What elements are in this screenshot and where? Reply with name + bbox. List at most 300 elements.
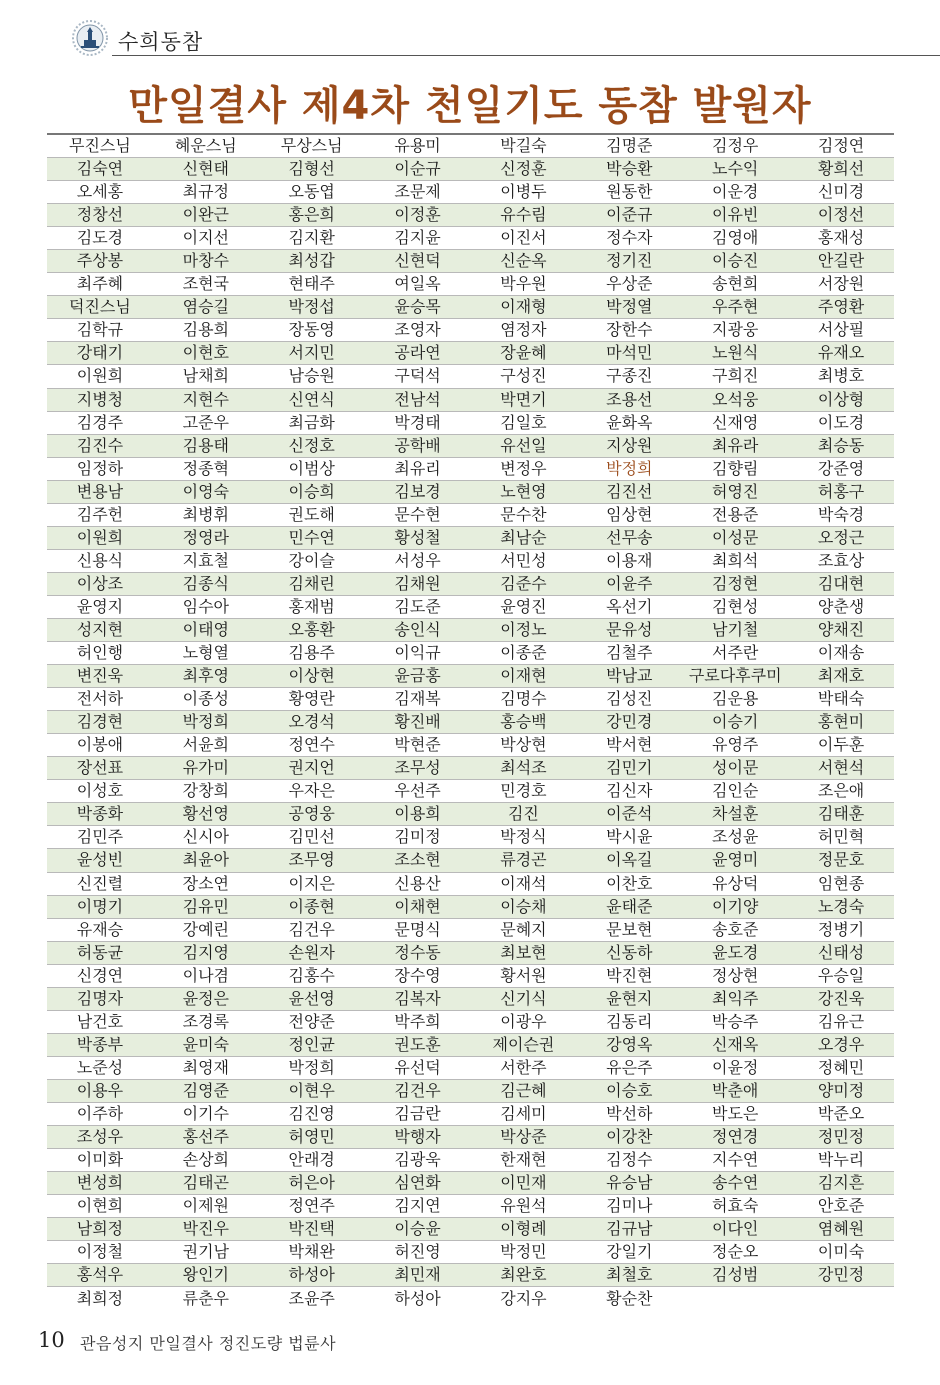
name-cell: 정문호 (817, 850, 865, 870)
name-cell: 권도훈 (394, 1034, 441, 1054)
name-cell: 지수연 (712, 1150, 759, 1170)
name-cell: 남희정 (76, 1219, 124, 1239)
name-cell: 왕인기 (182, 1265, 229, 1285)
name-cell: 김세미 (500, 1103, 547, 1123)
name-cell: 최후영 (182, 666, 229, 686)
name-cell: 이채현 (394, 896, 441, 916)
name-cell: 윤화옥 (606, 412, 653, 432)
name-cell: 유은주 (606, 1057, 653, 1077)
name-cell: 정민정 (817, 1127, 865, 1147)
name-cell: 이찬호 (606, 873, 653, 893)
name-cell: 최금화 (288, 412, 335, 432)
name-cell: 문혜지 (500, 919, 547, 939)
table-row (47, 642, 894, 665)
table-row (47, 1080, 894, 1103)
name-cell: 민수연 (288, 527, 335, 547)
name-cell: 윤미숙 (182, 1034, 229, 1054)
name-cell: 지병청 (76, 389, 124, 409)
name-cell: 허은아 (288, 1173, 335, 1193)
name-cell: 염정자 (500, 320, 547, 340)
name-cell: 김명자 (76, 988, 124, 1008)
name-cell: 마석민 (606, 343, 653, 363)
name-cell: 최익주 (712, 988, 759, 1008)
name-cell: 이승호 (606, 1080, 653, 1100)
name-cell: 강진욱 (817, 988, 865, 1008)
name-cell: 서윤희 (182, 735, 229, 755)
table-row (47, 757, 894, 780)
name-cell: 이승진 (712, 251, 759, 271)
name-cell: 박정민 (500, 1242, 547, 1262)
name-cell: 이현우 (288, 1080, 335, 1100)
name-cell: 우선주 (394, 781, 441, 801)
name-cell: 이명기 (76, 896, 124, 916)
name-cell: 이정선 (817, 205, 865, 225)
table-row (47, 849, 894, 872)
name-cell: 조무영 (288, 850, 335, 870)
name-cell: 강지우 (500, 1288, 547, 1308)
name-cell: 김지연 (394, 1196, 441, 1216)
name-cell: 김민기 (606, 758, 653, 778)
table-row (47, 1241, 894, 1264)
name-cell: 최재호 (817, 666, 865, 686)
page-header (0, 0, 940, 60)
name-cell: 이지은 (288, 873, 335, 893)
name-cell: 김정현 (712, 573, 759, 593)
name-cell: 황영란 (288, 689, 335, 709)
name-cell: 노형열 (182, 643, 229, 663)
name-cell: 박상현 (500, 735, 547, 755)
name-cell: 박춘애 (712, 1080, 759, 1100)
table-row (47, 389, 894, 412)
name-cell: 박준오 (817, 1103, 865, 1123)
name-cell: 김인순 (712, 781, 759, 801)
name-cell: 유상덕 (712, 873, 759, 893)
table-row (47, 942, 894, 965)
name-cell: 변성희 (76, 1173, 124, 1193)
name-cell: 정연경 (712, 1127, 759, 1147)
name-cell: 손상희 (182, 1150, 229, 1170)
table-row (47, 1057, 894, 1080)
name-cell: 최민재 (394, 1265, 441, 1285)
name-cell: 안호준 (817, 1196, 865, 1216)
name-cell: 이정철 (76, 1242, 124, 1262)
name-cell: 윤태준 (606, 896, 653, 916)
name-cell: 유선덕 (394, 1057, 441, 1077)
name-cell: 최유라 (712, 435, 759, 455)
name-cell: 현태주 (288, 274, 335, 294)
name-cell: 이두훈 (817, 735, 865, 755)
name-cell: 이상현 (288, 666, 335, 686)
name-cell: 염혜원 (817, 1219, 865, 1239)
name-cell: 조소현 (394, 850, 441, 870)
name-cell: 조윤주 (288, 1288, 335, 1308)
table-row (47, 1034, 894, 1057)
name-cell: 유용미 (394, 136, 441, 156)
name-cell: 허영민 (288, 1127, 335, 1147)
name-cell: 한재현 (500, 1150, 547, 1170)
name-cell: 이원희 (76, 366, 124, 386)
name-cell: 이종현 (288, 896, 335, 916)
name-cell: 김미나 (606, 1196, 653, 1216)
name-cell: 박종화 (76, 804, 124, 824)
name-cell: 남건호 (76, 1011, 124, 1031)
name-cell: 심연화 (394, 1173, 441, 1193)
name-cell: 김종식 (182, 573, 229, 593)
name-cell: 오세홍 (76, 182, 124, 202)
name-cell: 허효숙 (712, 1196, 759, 1216)
name-cell: 김채원 (394, 573, 441, 593)
name-cell: 김철주 (606, 643, 653, 663)
name-cell: 김유근 (817, 1011, 865, 1031)
name-cell: 박승주 (712, 1011, 759, 1031)
table-row (47, 458, 894, 481)
name-cell: 이승희 (288, 481, 335, 501)
name-cell: 이기양 (712, 896, 759, 916)
name-cell: 허진영 (394, 1242, 441, 1262)
name-cell: 정혜민 (817, 1057, 865, 1077)
name-cell: 권지언 (288, 758, 335, 778)
name-cell: 최보현 (500, 942, 547, 962)
name-cell: 박현준 (394, 735, 441, 755)
name-cell: 김금란 (394, 1103, 441, 1123)
name-cell: 홍은희 (288, 205, 335, 225)
name-cell: 우주현 (712, 297, 759, 317)
name-cell: 서민성 (500, 550, 547, 570)
name-cell: 서성우 (394, 550, 441, 570)
name-cell: 정기진 (606, 251, 653, 271)
name-cell: 김근혜 (500, 1080, 547, 1100)
name-cell: 김운용 (712, 689, 759, 709)
name-cell: 성지현 (76, 620, 124, 639)
name-cell: 김재복 (394, 689, 441, 709)
name-cell: 정순오 (712, 1242, 759, 1262)
name-cell: 송현희 (712, 274, 759, 294)
name-cell: 문수현 (394, 504, 441, 524)
name-cell: 김명수 (500, 689, 547, 709)
name-cell: 안길란 (817, 251, 865, 271)
name-cell: 강창희 (182, 781, 229, 801)
name-cell: 김보경 (394, 481, 441, 501)
name-cell: 조성우 (76, 1127, 124, 1147)
name-cell: 강예린 (182, 919, 229, 939)
name-cell: 김주헌 (76, 504, 124, 524)
name-cell: 이유빈 (712, 205, 759, 225)
table-row (47, 504, 894, 527)
name-cell: 서주란 (712, 643, 759, 663)
name-cell: 조현국 (182, 274, 229, 294)
name-cell: 이태영 (182, 620, 229, 639)
name-cell: 정인균 (288, 1034, 335, 1054)
name-cell: 조용선 (606, 389, 653, 409)
name-cell: 조경록 (182, 1011, 229, 1031)
table-row (47, 1218, 894, 1241)
name-cell: 정병기 (817, 919, 865, 939)
name-cell: 박남교 (606, 666, 653, 686)
name-cell: 김복자 (394, 988, 441, 1008)
table-row (47, 688, 894, 711)
name-cell: 최성갑 (288, 251, 335, 271)
table-row (47, 550, 894, 573)
table-row (47, 573, 894, 596)
table-row (47, 1172, 894, 1195)
name-cell: 전양준 (288, 1011, 335, 1031)
name-cell: 김진선 (606, 481, 653, 501)
name-cell: 강태기 (76, 343, 124, 363)
name-cell: 김광욱 (394, 1150, 441, 1170)
table-row (47, 1126, 894, 1149)
name-cell: 하성아 (288, 1265, 335, 1285)
name-cell: 김영애 (712, 228, 759, 248)
table-row (47, 596, 894, 619)
header-divider (112, 55, 940, 56)
name-cell: 윤금홍 (394, 666, 441, 686)
name-cell: 유재오 (817, 343, 865, 363)
name-cell: 우자은 (288, 781, 335, 801)
name-cell: 박우원 (500, 274, 547, 294)
name-cell: 정상현 (712, 965, 759, 985)
name-cell: 김일호 (500, 412, 547, 432)
name-cell: 서장원 (817, 274, 865, 294)
name-cell: 이미숙 (817, 1242, 865, 1262)
name-cell: 변용남 (76, 481, 124, 501)
name-cell: 최완호 (500, 1265, 547, 1285)
name-cell: 윤승목 (394, 297, 441, 317)
name-cell: 서지민 (288, 343, 335, 363)
name-cell: 이원희 (76, 527, 124, 547)
table-row (47, 988, 894, 1011)
name-cell: 이익규 (394, 643, 441, 663)
name-cell: 지상원 (606, 435, 653, 455)
name-cell: 최규정 (182, 182, 229, 202)
table-row (47, 158, 894, 181)
name-cell: 이현호 (182, 343, 229, 363)
name-cell: 박정희 (606, 458, 653, 478)
name-cell: 김영준 (182, 1080, 229, 1100)
name-cell: 공라연 (394, 343, 441, 363)
name-cell: 노수익 (712, 159, 759, 179)
name-cell: 이현희 (76, 1196, 124, 1216)
table-row (47, 711, 894, 734)
name-cell: 김태훈 (817, 804, 865, 824)
name-cell: 김용태 (182, 435, 229, 455)
table-row (47, 803, 894, 826)
name-cell: 정종혁 (182, 458, 229, 478)
name-cell: 최주혜 (76, 274, 124, 294)
name-cell: 박선하 (606, 1103, 653, 1123)
name-cell: 유가미 (182, 758, 229, 778)
name-cell: 박행자 (394, 1127, 441, 1147)
name-cell: 박채완 (288, 1242, 335, 1262)
name-cell: 박정희 (288, 1057, 335, 1077)
name-cell: 윤영진 (500, 596, 547, 616)
name-cell: 홍재성 (817, 228, 865, 248)
name-cell: 김건우 (288, 919, 335, 939)
name-cell: 이승기 (712, 712, 759, 732)
name-cell: 노준성 (76, 1057, 124, 1077)
name-cell: 김도준 (394, 596, 441, 616)
name-cell: 신기식 (500, 988, 547, 1008)
name-cell: 김진수 (76, 435, 124, 455)
name-cell: 신재영 (712, 412, 759, 432)
name-cell: 홍승백 (500, 712, 547, 732)
name-cell: 구성진 (500, 366, 547, 386)
name-cell: 신재옥 (712, 1034, 759, 1054)
name-cell: 이용우 (76, 1080, 124, 1100)
donor-name-table (47, 135, 894, 1310)
table-row (47, 181, 894, 204)
name-cell: 이성호 (76, 781, 124, 801)
name-cell: 박서현 (606, 735, 653, 755)
name-cell: 김숙연 (76, 159, 124, 179)
name-cell: 서상필 (817, 320, 865, 340)
name-cell: 이민재 (500, 1173, 547, 1193)
name-cell: 차설훈 (712, 804, 759, 824)
name-cell: 이다인 (712, 1219, 759, 1239)
name-cell: 조영자 (394, 320, 441, 340)
name-cell: 김성진 (606, 689, 653, 709)
name-cell: 김도경 (76, 228, 124, 248)
publication-name: 관음성지 만일결사 정진도량 법륜사 (80, 1334, 337, 1353)
name-cell: 김학규 (76, 320, 124, 340)
name-cell: 홍선주 (182, 1127, 229, 1147)
name-cell: 윤선영 (288, 988, 335, 1008)
name-cell: 이용희 (394, 804, 441, 824)
name-cell: 고준우 (182, 412, 229, 432)
name-cell: 신진렬 (76, 873, 124, 893)
name-cell: 공영웅 (288, 804, 335, 824)
name-cell: 최영재 (182, 1057, 229, 1077)
name-cell: 오경석 (288, 712, 335, 732)
name-cell: 이성문 (712, 527, 759, 547)
name-cell: 송인식 (394, 620, 441, 639)
name-cell: 황진배 (394, 712, 441, 732)
name-cell: 민경호 (500, 781, 547, 801)
table-row (47, 250, 894, 273)
name-cell: 황성철 (394, 527, 441, 547)
name-cell: 이윤주 (606, 573, 653, 593)
name-cell: 원동한 (606, 182, 653, 202)
table-row (47, 1264, 894, 1287)
name-cell: 송호준 (712, 919, 759, 939)
name-cell: 오석웅 (712, 389, 759, 409)
name-cell: 신연식 (288, 389, 335, 409)
name-cell: 성이문 (712, 758, 759, 778)
name-cell: 안래경 (288, 1150, 335, 1170)
name-cell: 신경연 (76, 965, 124, 985)
name-cell: 이상조 (76, 573, 124, 593)
name-cell: 윤영지 (76, 596, 124, 616)
name-cell: 강일기 (606, 1242, 653, 1262)
name-cell: 김명준 (606, 136, 653, 156)
table-row (47, 1103, 894, 1126)
name-cell: 구희진 (712, 366, 759, 386)
name-cell: 황순찬 (606, 1288, 653, 1308)
name-cell: 오경우 (817, 1034, 865, 1054)
name-cell: 양춘생 (817, 596, 865, 616)
name-cell: 유수림 (500, 205, 547, 225)
name-cell: 신정훈 (500, 159, 547, 179)
name-cell: 선무송 (606, 527, 653, 547)
name-cell: 혜운스님 (174, 136, 237, 156)
name-cell: 신현태 (182, 159, 229, 179)
name-cell: 마창수 (182, 251, 229, 271)
name-cell: 신용식 (76, 550, 124, 570)
name-cell: 이정노 (500, 620, 547, 639)
table-row (47, 412, 894, 435)
table-row (47, 780, 894, 803)
name-cell: 염승길 (182, 297, 229, 317)
name-cell: 윤영미 (712, 850, 759, 870)
name-cell: 구로다후쿠미 (688, 666, 782, 686)
name-cell: 유승남 (606, 1173, 653, 1193)
name-cell: 박승환 (606, 159, 653, 179)
name-cell: 김규남 (606, 1219, 653, 1239)
name-cell: 조은애 (817, 781, 865, 801)
name-cell: 이강찬 (606, 1127, 653, 1147)
name-cell: 신현덕 (394, 251, 441, 271)
name-cell: 김경현 (76, 712, 124, 732)
name-cell: 김미정 (394, 827, 441, 847)
name-cell: 최유리 (394, 458, 441, 478)
table-row (47, 1011, 894, 1034)
name-cell: 이도경 (817, 412, 865, 432)
name-cell: 이봉애 (76, 735, 124, 755)
name-cell: 변진욱 (76, 666, 124, 686)
name-cell: 박정열 (606, 297, 653, 317)
table-row (47, 527, 894, 550)
name-cell: 윤정은 (182, 988, 229, 1008)
table-row (47, 435, 894, 458)
name-cell: 주영환 (817, 297, 865, 317)
name-cell: 지현수 (182, 389, 229, 409)
name-cell: 황선영 (182, 804, 229, 824)
table-row (47, 1195, 894, 1218)
table-row (47, 1287, 894, 1310)
name-cell: 변정우 (500, 458, 547, 478)
name-cell: 김진 (507, 804, 539, 824)
name-cell: 박진택 (288, 1219, 335, 1239)
name-cell: 유영주 (712, 735, 759, 755)
name-cell: 이기수 (182, 1103, 229, 1123)
name-cell: 문명식 (394, 919, 441, 939)
name-cell: 박상준 (500, 1127, 547, 1147)
name-cell: 이운경 (712, 182, 759, 202)
name-cell: 류춘우 (182, 1288, 229, 1308)
name-cell: 이영숙 (182, 481, 229, 501)
table-row (47, 919, 894, 942)
name-cell: 남기철 (712, 620, 759, 639)
name-cell: 오홍환 (288, 620, 335, 639)
name-cell: 이나겸 (182, 965, 229, 985)
name-cell: 전남석 (394, 389, 441, 409)
name-cell: 김진영 (288, 1103, 335, 1123)
name-cell: 문수찬 (500, 504, 547, 524)
name-cell: 우승일 (817, 965, 865, 985)
name-cell: 홍석우 (76, 1265, 124, 1285)
name-cell: 우상준 (606, 274, 653, 294)
table-row (47, 365, 894, 388)
name-cell: 장한수 (606, 320, 653, 340)
name-cell: 지광웅 (712, 320, 759, 340)
name-cell: 주상봉 (76, 251, 124, 271)
name-cell: 이용재 (606, 550, 653, 570)
name-cell: 윤현지 (606, 988, 653, 1008)
name-cell: 신순옥 (500, 251, 547, 271)
name-cell: 김경주 (76, 412, 124, 432)
name-cell: 공학배 (394, 435, 441, 455)
name-cell: 김정우 (712, 136, 759, 156)
name-cell: 류경곤 (500, 850, 547, 870)
